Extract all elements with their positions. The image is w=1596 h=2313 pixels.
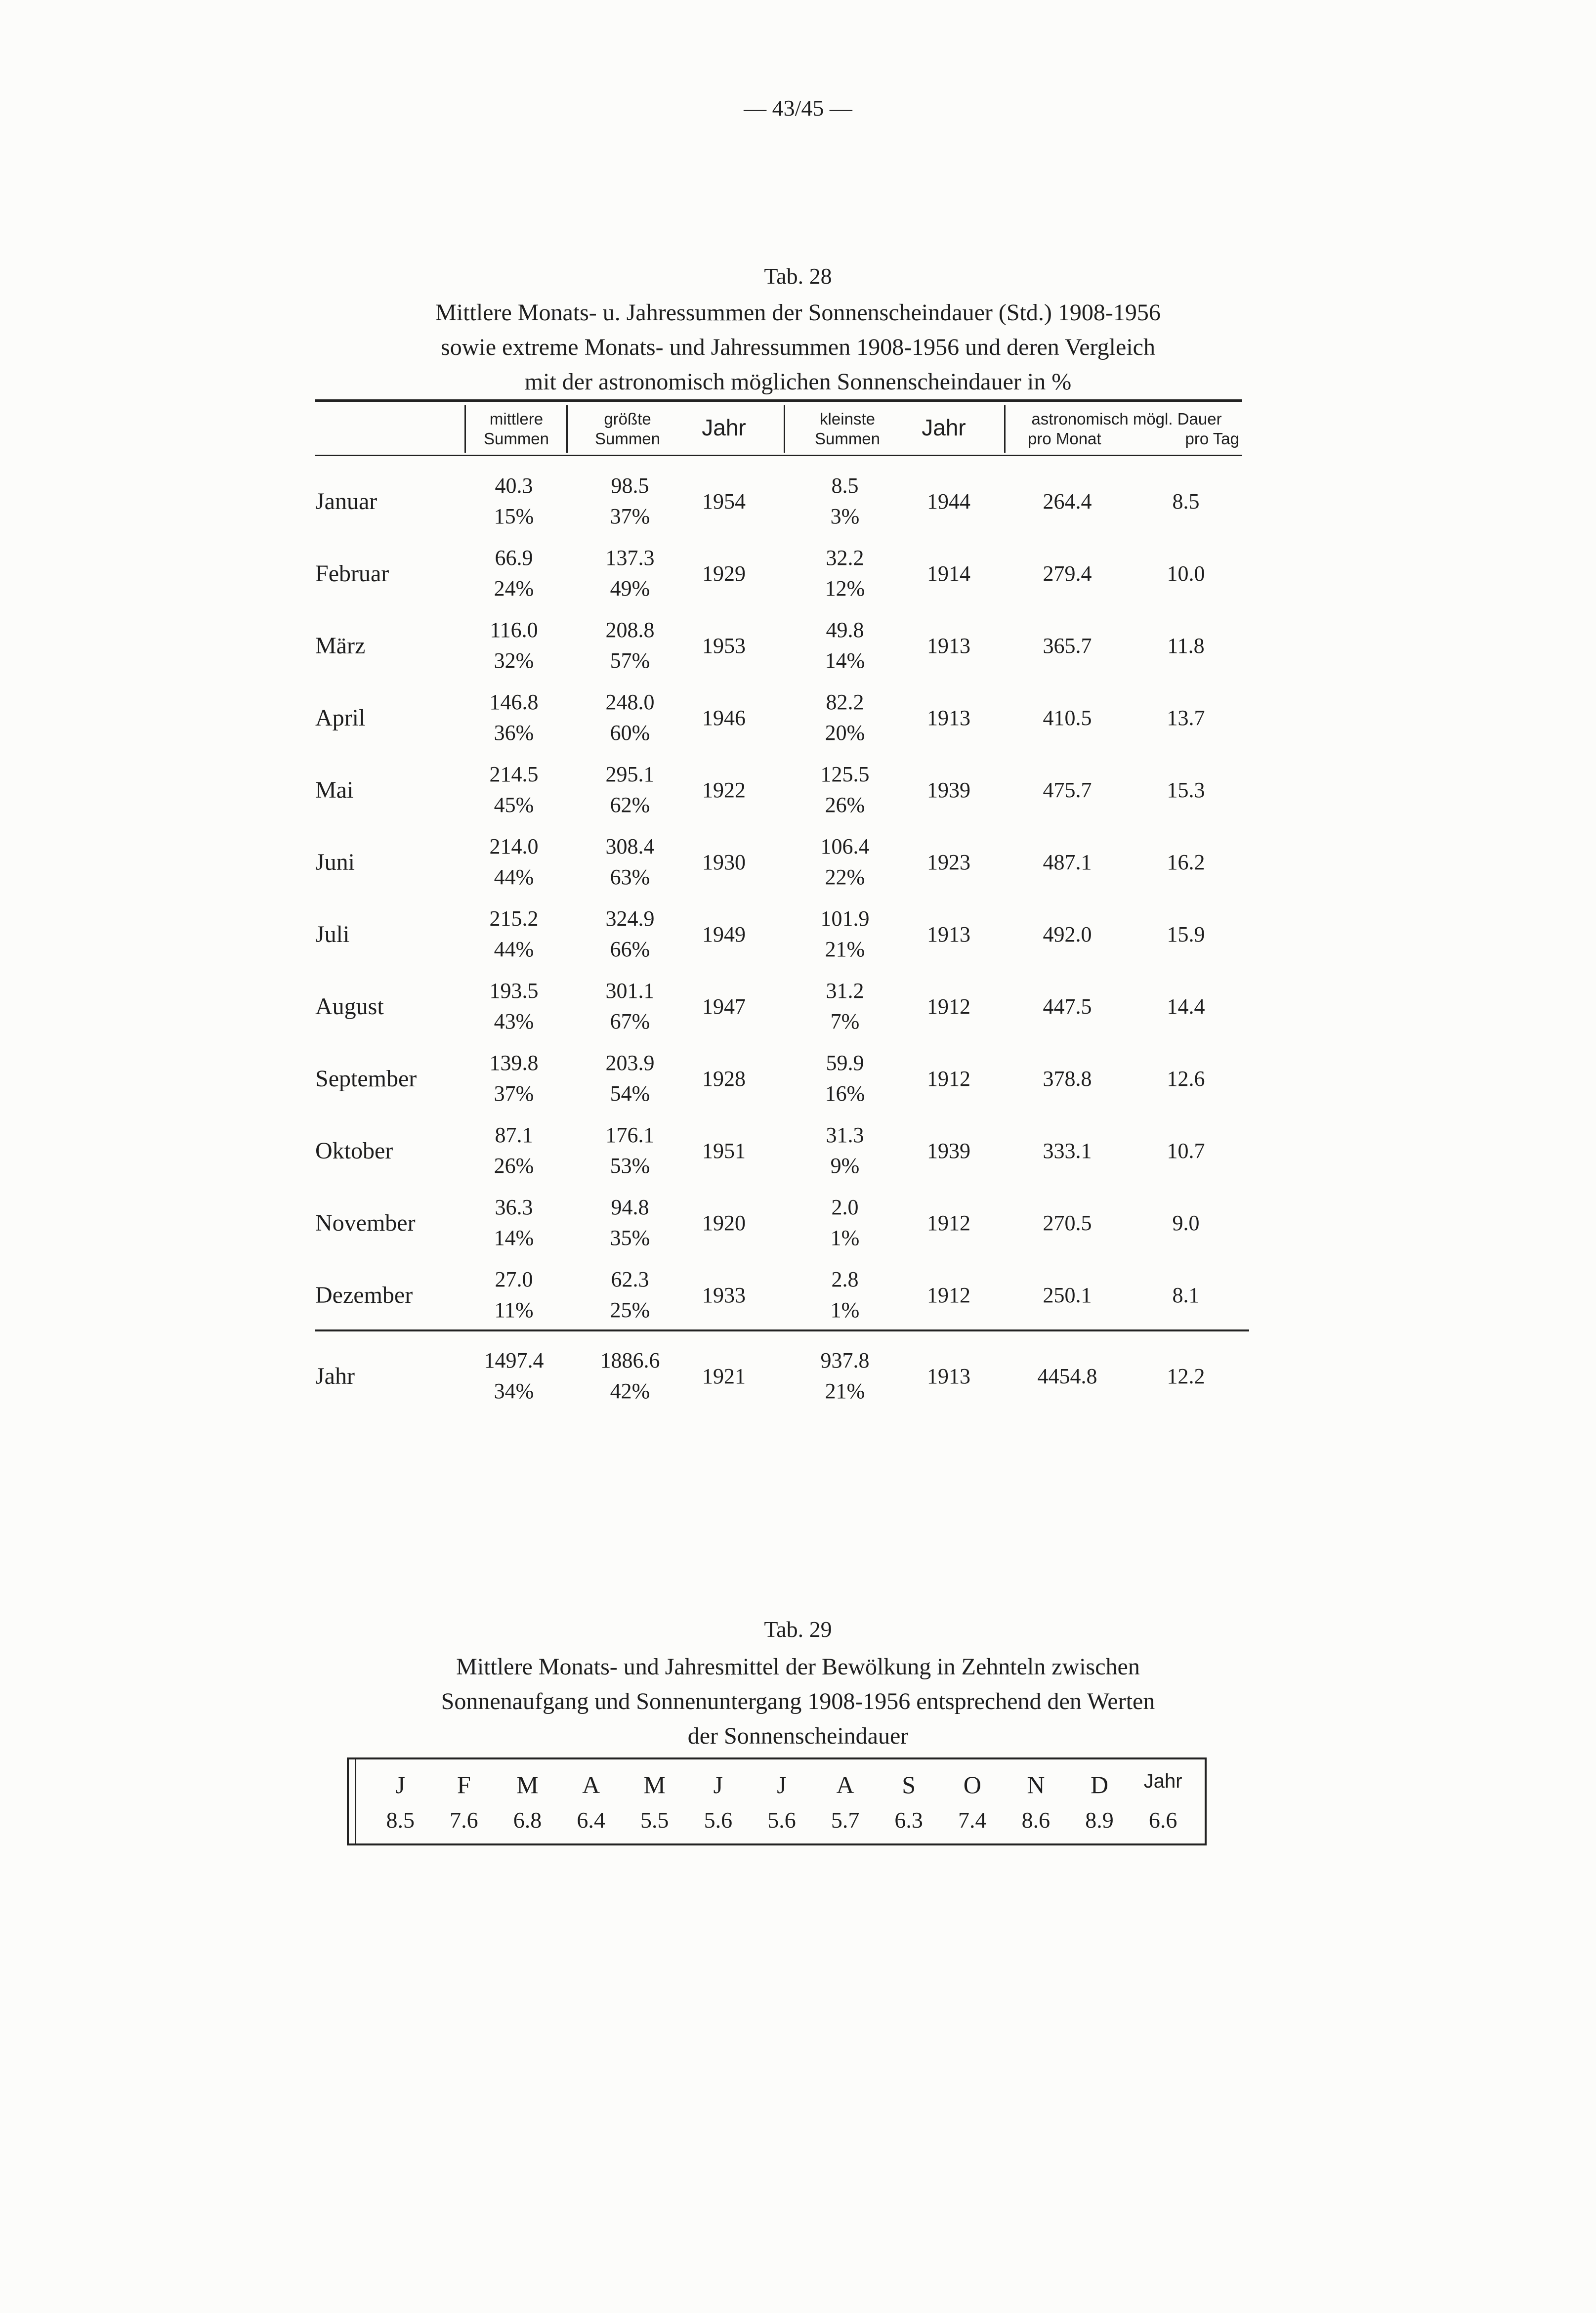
cell-min-year: 1913	[927, 1364, 970, 1388]
cell-percent: 66%	[610, 937, 650, 961]
month-label: Juni	[315, 849, 355, 875]
cell-value: 193.5	[489, 979, 539, 1003]
cell-max-year: 1947	[702, 994, 746, 1019]
header-divider	[1004, 405, 1006, 453]
cell-max	[573, 759, 687, 820]
cell-astro-month: 333.1	[1043, 1139, 1092, 1163]
header-text: Summen	[814, 429, 881, 448]
cell-max-year: 1921	[702, 1364, 746, 1388]
cell-astro-day: 9.0	[1172, 1211, 1200, 1235]
month-header: A	[836, 1771, 854, 1799]
month-label: Mai	[315, 777, 354, 803]
cell-value: 101.9	[820, 906, 870, 931]
cell-value: 2.8	[831, 1267, 859, 1291]
cell-percent: 42%	[610, 1379, 650, 1403]
cloud-value: 6.6	[1148, 1807, 1177, 1833]
cloud-value: 7.4	[958, 1807, 987, 1833]
cell-max-year: 1929	[702, 561, 746, 586]
cell-astro-month: 250.1	[1043, 1283, 1092, 1307]
cell-value: 137.3	[605, 546, 655, 570]
cloud-value: 5.5	[640, 1807, 669, 1833]
cell-max-year: 1946	[702, 706, 746, 730]
cell-percent: 14%	[494, 1226, 534, 1250]
cell-astro-day: 8.5	[1172, 489, 1200, 514]
cell-percent: 11%	[494, 1298, 534, 1322]
cell-value: 208.8	[605, 618, 655, 642]
cell-value: 139.8	[489, 1051, 539, 1075]
header-divider	[566, 405, 568, 453]
cell-astro-month: 487.1	[1043, 850, 1092, 874]
month-header: F	[457, 1771, 471, 1799]
cell-min-year: 1944	[927, 489, 970, 514]
cell-max	[573, 687, 687, 748]
cell-percent: 53%	[610, 1154, 650, 1178]
cell-min	[791, 1345, 899, 1407]
cell-max-year: 1954	[702, 489, 746, 514]
cell-percent: 21%	[825, 1379, 865, 1403]
cell-percent: 44%	[494, 865, 534, 889]
cell-percent: 25%	[610, 1298, 650, 1322]
cell-value: 66.9	[495, 546, 533, 570]
cell-max-year: 1949	[702, 922, 746, 946]
cell-value: 324.9	[605, 906, 655, 931]
cell-percent: 20%	[825, 721, 865, 745]
cell-mean	[460, 471, 568, 532]
cell-percent: 37%	[494, 1081, 534, 1106]
cloud-value: 5.6	[767, 1807, 796, 1833]
cell-percent: 12%	[825, 576, 865, 600]
cloud-value: 6.4	[577, 1807, 605, 1833]
cell-min-year: 1912	[927, 1211, 970, 1235]
cloud-value: 6.8	[513, 1807, 542, 1833]
cell-min	[791, 831, 899, 893]
cell-min	[791, 615, 899, 676]
cell-max	[573, 471, 687, 532]
month-header: M	[643, 1771, 666, 1799]
cell-min-year: 1913	[927, 922, 970, 946]
cell-value: 295.1	[605, 762, 655, 786]
cell-value: 176.1	[605, 1123, 655, 1147]
cloud-value: 5.7	[831, 1807, 860, 1833]
cell-max	[573, 1192, 687, 1253]
month-label: Dezember	[315, 1282, 413, 1308]
cell-max-year: 1928	[702, 1067, 746, 1091]
header-year-min: Jahr	[922, 415, 966, 440]
header-text: astronomisch mögl. Dauer	[1031, 410, 1222, 428]
header-year-max: Jahr	[702, 415, 746, 440]
cloud-value: 6.3	[894, 1807, 923, 1833]
cell-mean	[460, 759, 568, 820]
cell-astro-month: 4454.8	[1037, 1364, 1097, 1388]
cell-value: 27.0	[495, 1267, 533, 1291]
cell-value: 62.3	[611, 1267, 649, 1291]
month-label: September	[315, 1066, 417, 1092]
cell-astro-month: 447.5	[1043, 994, 1092, 1019]
cell-mean	[460, 831, 568, 893]
header-text: mittlere	[489, 410, 544, 428]
cell-percent: 37%	[610, 504, 650, 528]
cloud-value: 8.9	[1085, 1807, 1114, 1833]
cell-percent: 62%	[610, 793, 650, 817]
cell-percent: 49%	[610, 576, 650, 600]
month-label: April	[315, 705, 366, 731]
header-text: Summen	[483, 429, 549, 448]
table-top-rule	[315, 399, 1242, 402]
cell-min	[791, 903, 899, 965]
month-label: November	[315, 1210, 416, 1236]
header-max	[568, 409, 687, 449]
header-text: kleinste	[820, 410, 875, 428]
caption-line: Mittlere Monats- u. Jahressummen der Sonnenscheindauer (Std.) 1908-1956	[435, 300, 1161, 326]
caption-line: Sonnenaufgang und Sonnenuntergang 1908-1956 entsprechend den Werten	[441, 1688, 1155, 1714]
month-header: A	[582, 1771, 600, 1799]
cell-value: 49.8	[826, 618, 864, 642]
cell-min-year: 1913	[927, 706, 970, 730]
month-header: J	[777, 1771, 787, 1799]
month-header: O	[963, 1771, 981, 1799]
header-text: größte	[604, 410, 651, 428]
cell-astro-day: 12.6	[1167, 1067, 1205, 1091]
cell-mean	[460, 543, 568, 604]
cell-value: 146.8	[489, 690, 539, 714]
month-header: D	[1090, 1771, 1109, 1799]
cell-percent: 35%	[610, 1226, 650, 1250]
cell-percent: 7%	[830, 1009, 860, 1033]
cell-value: 2.0	[831, 1195, 859, 1219]
cell-percent: 32%	[494, 648, 534, 673]
cell-min-year: 1914	[927, 561, 970, 586]
cell-value: 94.8	[611, 1195, 649, 1219]
header-astro	[1008, 409, 1245, 449]
cell-percent: 9%	[830, 1154, 860, 1178]
cell-min	[791, 543, 899, 604]
cell-value: 248.0	[605, 690, 655, 714]
cell-value: 214.5	[489, 762, 539, 786]
cell-max-year: 1930	[702, 850, 746, 874]
cell-min-year: 1912	[927, 1067, 970, 1091]
cell-value: 116.0	[490, 618, 538, 642]
header-mean	[467, 409, 566, 449]
cell-astro-day: 11.8	[1167, 634, 1205, 658]
cell-max	[573, 831, 687, 893]
cell-min	[791, 471, 899, 532]
month-header: S	[902, 1771, 916, 1799]
cell-astro-day: 13.7	[1167, 706, 1205, 730]
cell-mean	[460, 1345, 568, 1407]
cell-min-year: 1912	[927, 1283, 970, 1307]
cell-astro-day: 10.0	[1167, 561, 1205, 586]
cell-astro-day: 10.7	[1167, 1139, 1205, 1163]
cell-astro-month: 410.5	[1043, 706, 1092, 730]
cell-max	[573, 1120, 687, 1181]
cell-min	[791, 1120, 899, 1181]
cell-astro-day: 15.9	[1167, 922, 1205, 946]
month-label: Februar	[315, 560, 389, 587]
cell-value: 937.8	[820, 1348, 870, 1372]
cell-astro-day: 12.2	[1167, 1364, 1205, 1388]
cell-astro-day: 15.3	[1167, 778, 1205, 802]
cell-max	[573, 976, 687, 1037]
cell-mean	[460, 1120, 568, 1181]
cell-percent: 54%	[610, 1081, 650, 1106]
cell-percent: 1%	[830, 1298, 860, 1322]
cell-max	[573, 1264, 687, 1326]
month-header: J	[713, 1771, 723, 1799]
header-text: Summen	[594, 429, 661, 448]
caption-line: der Sonnenscheindauer	[687, 1723, 909, 1749]
cell-value: 40.3	[495, 473, 533, 498]
cell-astro-month: 365.7	[1043, 634, 1092, 658]
cell-min	[791, 687, 899, 748]
cell-max-year: 1922	[702, 778, 746, 802]
cell-min-year: 1939	[927, 1139, 970, 1163]
month-label: Jahr	[315, 1363, 355, 1389]
cell-value: 98.5	[611, 473, 649, 498]
month-header: N	[1027, 1771, 1045, 1799]
caption-line: sowie extreme Monats- und Jahressummen 1908-1956 und deren Vergleich	[441, 334, 1155, 360]
month-header: Jahr	[1143, 1770, 1182, 1792]
cell-value: 106.4	[820, 834, 870, 858]
cell-min	[791, 1264, 899, 1326]
cell-value: 36.3	[495, 1195, 533, 1219]
cell-percent: 45%	[494, 793, 534, 817]
cell-percent: 21%	[825, 937, 865, 961]
cell-astro-month: 279.4	[1043, 561, 1092, 586]
cloud-value: 8.5	[386, 1807, 415, 1833]
caption-line: Mittlere Monats- und Jahresmittel der Bewölkung in Zehnteln zwischen	[456, 1654, 1140, 1680]
cell-mean	[460, 687, 568, 748]
cell-value: 8.5	[831, 473, 859, 498]
cell-mean	[460, 1048, 568, 1109]
table-29-value-row	[369, 1807, 1195, 1833]
table-28-caption	[0, 296, 1596, 399]
cell-value: 32.2	[826, 546, 864, 570]
cell-value: 59.9	[826, 1051, 864, 1075]
cell-astro-day: 16.2	[1167, 850, 1205, 874]
cell-percent: 3%	[830, 504, 860, 528]
cell-mean	[460, 903, 568, 965]
cell-max-year: 1953	[702, 634, 746, 658]
cell-min-year: 1939	[927, 778, 970, 802]
header-min	[786, 409, 909, 449]
cloud-value: 7.6	[450, 1807, 478, 1833]
cell-percent: 24%	[494, 576, 534, 600]
cell-value: 87.1	[495, 1123, 533, 1147]
cell-percent: 44%	[494, 937, 534, 961]
cell-percent: 36%	[494, 721, 534, 745]
cell-max	[573, 543, 687, 604]
cell-min	[791, 1192, 899, 1253]
cell-percent: 16%	[825, 1081, 865, 1106]
cell-min	[791, 759, 899, 820]
cell-percent: 22%	[825, 865, 865, 889]
cell-max-year: 1951	[702, 1139, 746, 1163]
cell-min	[791, 1048, 899, 1109]
cell-percent: 60%	[610, 721, 650, 745]
cell-value: 1886.6	[600, 1348, 660, 1372]
cell-value: 125.5	[820, 762, 870, 786]
cloud-value: 8.6	[1021, 1807, 1050, 1833]
header-divider	[464, 405, 466, 453]
cell-astro-month: 475.7	[1043, 778, 1092, 802]
month-label: Juli	[315, 921, 350, 947]
table-29-header-row	[369, 1770, 1195, 1799]
cell-percent: 63%	[610, 865, 650, 889]
cell-percent: 57%	[610, 648, 650, 673]
caption-line: mit der astronomisch möglichen Sonnenscheindauer in %	[524, 369, 1072, 395]
cell-min-year: 1923	[927, 850, 970, 874]
month-label: Januar	[315, 488, 378, 514]
cell-astro-month: 264.4	[1043, 489, 1092, 514]
cell-percent: 26%	[494, 1154, 534, 1178]
cell-min-year: 1913	[927, 634, 970, 658]
cell-percent: 15%	[494, 504, 534, 528]
cell-value: 301.1	[605, 979, 655, 1003]
table-29-label: Tab. 29	[764, 1617, 832, 1642]
cell-min	[791, 976, 899, 1037]
cell-max	[573, 615, 687, 676]
cell-percent: 1%	[830, 1226, 860, 1250]
cell-max-year: 1920	[702, 1211, 746, 1235]
cell-value: 82.2	[826, 690, 864, 714]
cell-mean	[460, 976, 568, 1037]
month-label: Oktober	[315, 1138, 393, 1164]
cell-value: 308.4	[605, 834, 655, 858]
month-header: M	[516, 1771, 539, 1799]
header-text: pro Tag	[1185, 429, 1239, 448]
cell-mean	[460, 615, 568, 676]
cell-astro-month: 270.5	[1043, 1211, 1092, 1235]
header-bottom-rule	[315, 455, 1242, 456]
header-divider	[784, 405, 785, 453]
cell-value: 31.2	[826, 979, 864, 1003]
cell-astro-day: 8.1	[1172, 1283, 1200, 1307]
table-left-bar	[355, 1759, 356, 1843]
cell-astro-month: 378.8	[1043, 1067, 1092, 1091]
cell-percent: 26%	[825, 793, 865, 817]
cell-max	[573, 1048, 687, 1109]
cell-mean	[460, 1192, 568, 1253]
table-29	[347, 1757, 1207, 1845]
cell-percent: 43%	[494, 1009, 534, 1033]
page-number: — 43/45 —	[744, 95, 852, 121]
month-label: März	[315, 633, 366, 659]
table-29-caption	[0, 1650, 1596, 1754]
cell-max	[573, 1345, 687, 1407]
cell-astro-month: 492.0	[1043, 922, 1092, 946]
cell-value: 1497.4	[484, 1348, 544, 1372]
cell-value: 203.9	[605, 1051, 655, 1075]
header-text: pro Monat	[1028, 429, 1101, 448]
cloud-value: 5.6	[704, 1807, 733, 1833]
cell-value: 215.2	[489, 906, 539, 931]
cell-max-year: 1933	[702, 1283, 746, 1307]
total-rule	[315, 1329, 1249, 1331]
cell-max	[573, 903, 687, 965]
cell-min-year: 1912	[927, 994, 970, 1019]
cell-mean	[460, 1264, 568, 1326]
cell-value: 31.3	[826, 1123, 864, 1147]
cell-value: 214.0	[489, 834, 539, 858]
cell-percent: 34%	[494, 1379, 534, 1403]
cell-astro-day: 14.4	[1167, 994, 1205, 1019]
table-28-label: Tab. 28	[764, 263, 832, 289]
cell-percent: 14%	[825, 648, 865, 673]
month-header: J	[395, 1771, 406, 1799]
cell-percent: 67%	[610, 1009, 650, 1033]
month-label: August	[315, 993, 384, 1020]
